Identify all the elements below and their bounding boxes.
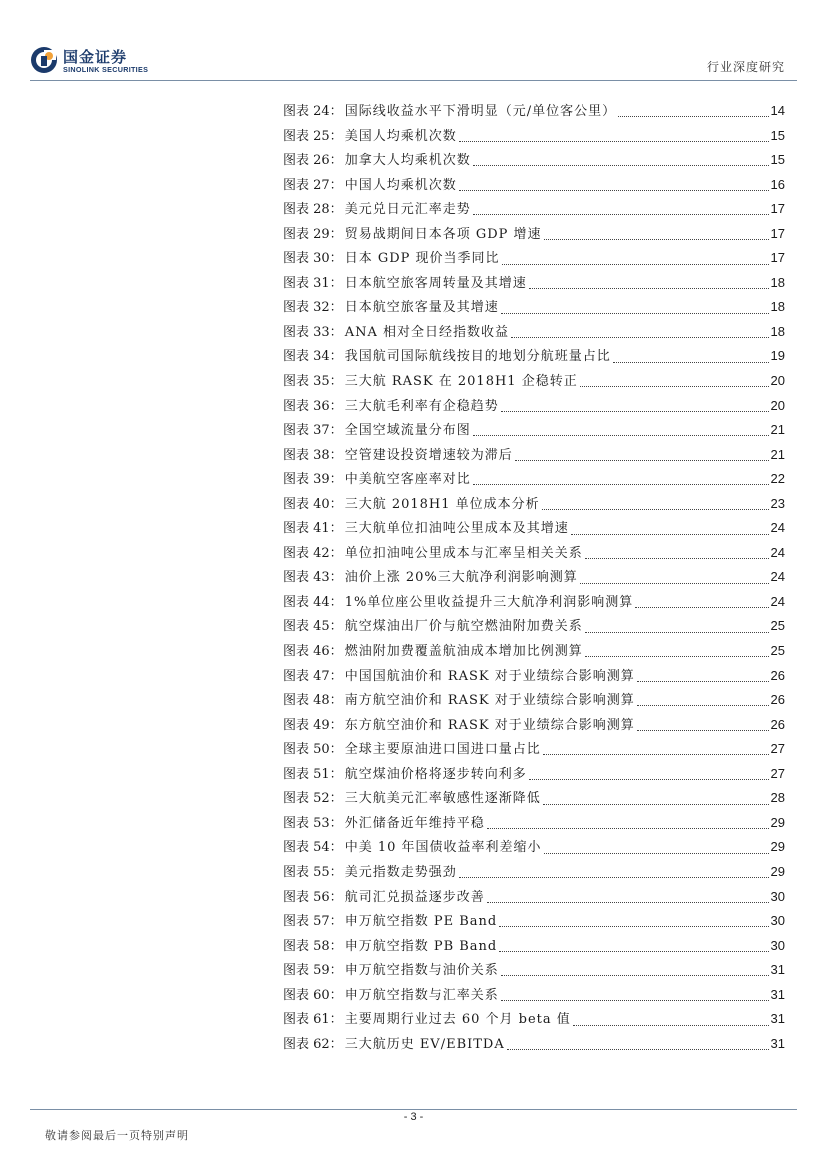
toc-entry[interactable] [283,885,785,910]
toc-entry[interactable] [283,1007,785,1032]
toc-entry[interactable] [283,148,785,173]
toc-figure-title: 美国人均乘机次数 [344,128,457,144]
toc-entry[interactable] [283,443,785,468]
toc-figure-title: 外汇储备近年维持平稳 [344,815,485,831]
toc-entry[interactable] [283,590,785,615]
toc-page-number: 26 [770,667,785,683]
toc-figure-number: 图表 36： [283,398,343,414]
toc-dot-leader [613,361,769,363]
disclaimer-text: 敬请参阅最后一页特别声明 [45,1129,189,1142]
toc-page-number: 20 [770,373,785,389]
toc-dot-leader [487,901,769,903]
toc-figure-number: 图表 34： [283,349,343,365]
toc-figure-title: 1%单位座公里收益提升三大航净利润影响测算 [344,594,634,610]
toc-page-number: 14 [770,103,785,118]
toc-page-number: 21 [770,422,785,438]
toc-page-number: 21 [770,446,785,462]
toc-figure-title: 主要周期行业过去 60 个月 beta 值 [344,1012,571,1028]
toc-figure-title: 申万航空指数 PB Band [344,938,498,954]
toc-dot-leader [542,508,769,510]
toc-entry[interactable] [283,909,785,934]
toc-dot-leader [507,1048,769,1050]
toc-figure-number: 图表 32： [283,300,343,316]
toc-figure-number: 图表 62： [283,1036,343,1052]
toc-figure-title: 中国人均乘机次数 [344,177,457,193]
toc-entry[interactable] [283,639,785,664]
toc-dot-leader [543,803,769,805]
figure-index-list [283,99,785,1056]
toc-dot-leader [544,852,769,854]
toc-dot-leader [618,115,768,117]
toc-figure-number: 图表 55： [283,864,343,880]
toc-figure-number: 图表 48： [283,693,343,709]
toc-figure-number: 图表 60： [283,987,343,1003]
toc-figure-title: 日本航空旅客量及其增速 [344,300,499,316]
toc-entry[interactable] [283,295,785,320]
toc-page-number: 17 [770,201,785,217]
toc-figure-title: 三大航毛利率有企稳趋势 [344,398,499,414]
toc-entry[interactable] [283,467,785,492]
toc-dot-leader [473,483,769,485]
toc-dot-leader [459,140,769,142]
toc-entry[interactable] [283,664,785,689]
toc-figure-title: 航空煤油价格将逐步转向利多 [344,766,527,782]
toc-page-number: 16 [770,176,785,192]
toc-figure-number: 图表 49： [283,717,343,733]
toc-entry[interactable] [283,418,785,443]
toc-page-number: 25 [770,643,785,659]
toc-page-number: 27 [770,765,785,781]
toc-figure-title: 航司汇兑损益逐步改善 [344,889,485,905]
toc-dot-leader [571,533,769,535]
toc-page-number: 24 [770,593,785,609]
toc-figure-title: 中国国航油价和 RASK 对于业绩综合影响测算 [344,668,635,684]
toc-dot-leader [637,704,769,706]
toc-entry[interactable] [283,197,785,222]
toc-figure-title: 美元兑日元汇率走势 [344,202,471,218]
toc-dot-leader [580,385,769,387]
toc-entry[interactable] [283,614,785,639]
toc-dot-leader [499,950,768,952]
toc-dot-leader [529,287,769,289]
toc-figure-title: 三大航单位扣油吨公里成本及其增速 [344,521,569,537]
toc-figure-number: 图表 59： [283,963,343,979]
toc-figure-title: 申万航空指数与油价关系 [344,963,499,979]
toc-dot-leader [637,729,769,731]
toc-figure-number: 图表 37： [283,423,343,439]
toc-page-number: 24 [770,544,785,560]
toc-figure-title: 空管建设投资增速较为滞后 [344,447,513,463]
toc-figure-title: 日本 GDP 现价当季同比 [344,251,500,267]
toc-page-number: 20 [770,397,785,413]
toc-figure-title: 三大航 2018H1 单位成本分析 [344,496,540,512]
toc-figure-number: 图表 35： [283,374,343,390]
toc-dot-leader [635,606,768,608]
toc-figure-title: 中美航空客座率对比 [344,472,471,488]
toc-page-number: 26 [770,716,785,732]
toc-figure-title: 三大航美元汇率敏感性逐渐降低 [344,791,541,807]
toc-figure-title: 申万航空指数与汇率关系 [344,987,499,1003]
toc-figure-number: 图表 50： [283,742,343,758]
toc-figure-number: 图表 33： [283,324,343,340]
toc-figure-title: 三大航 RASK 在 2018H1 企稳转正 [344,374,578,390]
toc-figure-number: 图表 40： [283,496,343,512]
toc-entry[interactable] [283,713,785,738]
toc-figure-number: 图表 54： [283,840,343,856]
toc-entry[interactable] [283,688,785,713]
company-logo [30,46,160,76]
toc-dot-leader [473,164,769,166]
toc-figure-title: 加拿大人均乘机次数 [344,153,471,169]
toc-figure-title: 全球主要原油进口国进口量占比 [344,742,541,758]
toc-page-number: 31 [770,1035,785,1051]
toc-page-number: 18 [770,299,785,315]
toc-entry[interactable] [283,1032,785,1057]
toc-figure-number: 图表 45： [283,619,343,635]
toc-page-number: 18 [770,323,785,339]
toc-page-number: 28 [770,790,785,806]
toc-entry[interactable] [283,369,785,394]
brand-name-cn: 国金证券 [63,48,128,66]
toc-figure-number: 图表 51： [283,766,343,782]
toc-page-number: 15 [770,127,785,143]
toc-page-number: 23 [770,495,785,511]
toc-dot-leader [459,876,769,878]
toc-dot-leader [473,434,769,436]
toc-page-number: 17 [770,250,785,266]
sinolink-logo-icon [30,46,58,74]
toc-figure-title: 三大航历史 EV/EBITDA [344,1036,505,1052]
toc-figure-number: 图表 30： [283,251,343,267]
toc-figure-number: 图表 39： [283,472,343,488]
toc-dot-leader [585,631,769,633]
toc-entry[interactable] [283,835,785,860]
toc-page-number: 30 [770,937,785,953]
toc-figure-number: 图表 31： [283,275,343,291]
toc-entry[interactable] [283,516,785,541]
toc-dot-leader [515,459,769,461]
toc-dot-leader [501,974,769,976]
toc-figure-title: 南方航空油价和 RASK 对于业绩综合影响测算 [344,693,635,709]
toc-page-number: 18 [770,274,785,290]
page-header [0,0,827,90]
toc-dot-leader [501,999,769,1001]
toc-figure-number: 图表 26： [283,153,343,169]
toc-entry[interactable] [283,737,785,762]
toc-entry[interactable] [283,271,785,296]
toc-figure-title: 单位扣油吨公里成本与汇率呈相关关系 [344,545,583,561]
toc-entry[interactable] [283,173,785,198]
toc-figure-title: 日本航空旅客周转量及其增速 [344,275,527,291]
header-divider [30,80,797,81]
toc-dot-leader [502,263,769,265]
toc-figure-number: 图表 46： [283,644,343,660]
toc-page-number: 31 [770,1011,785,1027]
toc-figure-title: 美元指数走势强劲 [344,864,457,880]
toc-page-number: 31 [770,986,785,1002]
toc-figure-number: 图表 47： [283,668,343,684]
toc-dot-leader [501,410,769,412]
toc-figure-number: 图表 41： [283,521,343,537]
toc-figure-title: 国际线收益水平下滑明显（元/单位客公里） [344,104,617,119]
toc-figure-number: 图表 43： [283,570,343,586]
toc-entry[interactable] [283,786,785,811]
toc-figure-number: 图表 44： [283,594,343,610]
toc-dot-leader [544,238,769,240]
toc-figure-title: 贸易战期间日本各项 GDP 增速 [344,226,542,242]
toc-dot-leader [543,753,769,755]
toc-page-number: 25 [770,618,785,634]
toc-page-number: 24 [770,520,785,536]
toc-figure-number: 图表 58： [283,938,343,954]
toc-dot-leader [585,557,769,559]
toc-entry[interactable] [283,811,785,836]
report-category: 行业深度研究 [706,60,785,74]
toc-figure-title: 燃油附加费覆盖航油成本增加比例测算 [344,644,583,660]
toc-figure-number: 图表 38： [283,447,343,463]
toc-entry[interactable] [283,541,785,566]
toc-page-number: 31 [770,962,785,978]
toc-entry[interactable] [283,222,785,247]
toc-figure-number: 图表 56： [283,889,343,905]
brand-name-en: SINOLINK SECURITIES [63,65,149,74]
toc-figure-number: 图表 25： [283,128,343,144]
toc-page-number: 29 [770,814,785,830]
toc-page-number: 29 [770,863,785,879]
toc-page-number: 26 [770,692,785,708]
toc-page-number: 30 [770,888,785,904]
toc-dot-leader [529,778,769,780]
toc-page-number: 19 [770,348,785,364]
toc-dot-leader [487,827,769,829]
toc-figure-title: 我国航司国际航线按目的地划分航班量占比 [344,349,611,365]
toc-entry[interactable] [283,860,785,885]
toc-entry[interactable] [283,492,785,517]
toc-page-number: 29 [770,839,785,855]
toc-figure-number: 图表 52： [283,791,343,807]
toc-page-number: 30 [770,913,785,929]
toc-dot-leader [511,336,769,338]
toc-dot-leader [585,655,769,657]
toc-figure-number: 图表 28： [283,202,343,218]
toc-page-number: 15 [770,152,785,168]
toc-dot-leader [473,213,769,215]
toc-entry[interactable] [283,958,785,983]
toc-entry[interactable] [283,565,785,590]
toc-page-number: 27 [770,741,785,757]
toc-page-number: 24 [770,569,785,585]
toc-dot-leader [580,582,769,584]
toc-dot-leader [573,1024,769,1026]
toc-entry[interactable] [283,394,785,419]
toc-page-number: 22 [770,471,785,487]
toc-figure-number: 图表 53： [283,815,343,831]
toc-dot-leader [501,312,769,314]
toc-entry[interactable] [283,934,785,959]
toc-figure-title: 油价上涨 20%三大航净利润影响测算 [344,570,578,586]
toc-entry[interactable] [283,99,785,124]
toc-figure-number: 图表 42： [283,545,343,561]
page-number: - 3 - [403,1111,424,1123]
toc-entry[interactable] [283,124,785,149]
toc-entry[interactable] [283,246,785,271]
toc-figure-number: 图表 29： [283,226,343,242]
toc-figure-title: 东方航空油价和 RASK 对于业绩综合影响测算 [344,717,635,733]
toc-figure-title: ANA 相对全日经指数收益 [344,324,509,340]
toc-entry[interactable] [283,762,785,787]
toc-entry[interactable] [283,320,785,345]
toc-dot-leader [637,680,769,682]
toc-figure-number: 图表 27： [283,177,343,193]
toc-figure-number: 图表 24： [283,104,343,119]
footer-divider [30,1109,797,1110]
toc-dot-leader [499,925,768,927]
toc-page-number: 17 [770,225,785,241]
toc-figure-title: 中美 10 年国债收益率利差缩小 [344,840,542,856]
toc-figure-title: 全国空域流量分布图 [344,423,471,439]
toc-figure-title: 航空煤油出厂价与航空燃油附加费关系 [344,619,583,635]
toc-dot-leader [459,189,769,191]
toc-entry[interactable] [283,983,785,1008]
toc-entry[interactable] [283,344,785,369]
toc-figure-number: 图表 57： [283,914,343,930]
toc-figure-title: 申万航空指数 PE Band [344,914,498,930]
toc-figure-number: 图表 61： [283,1012,343,1028]
